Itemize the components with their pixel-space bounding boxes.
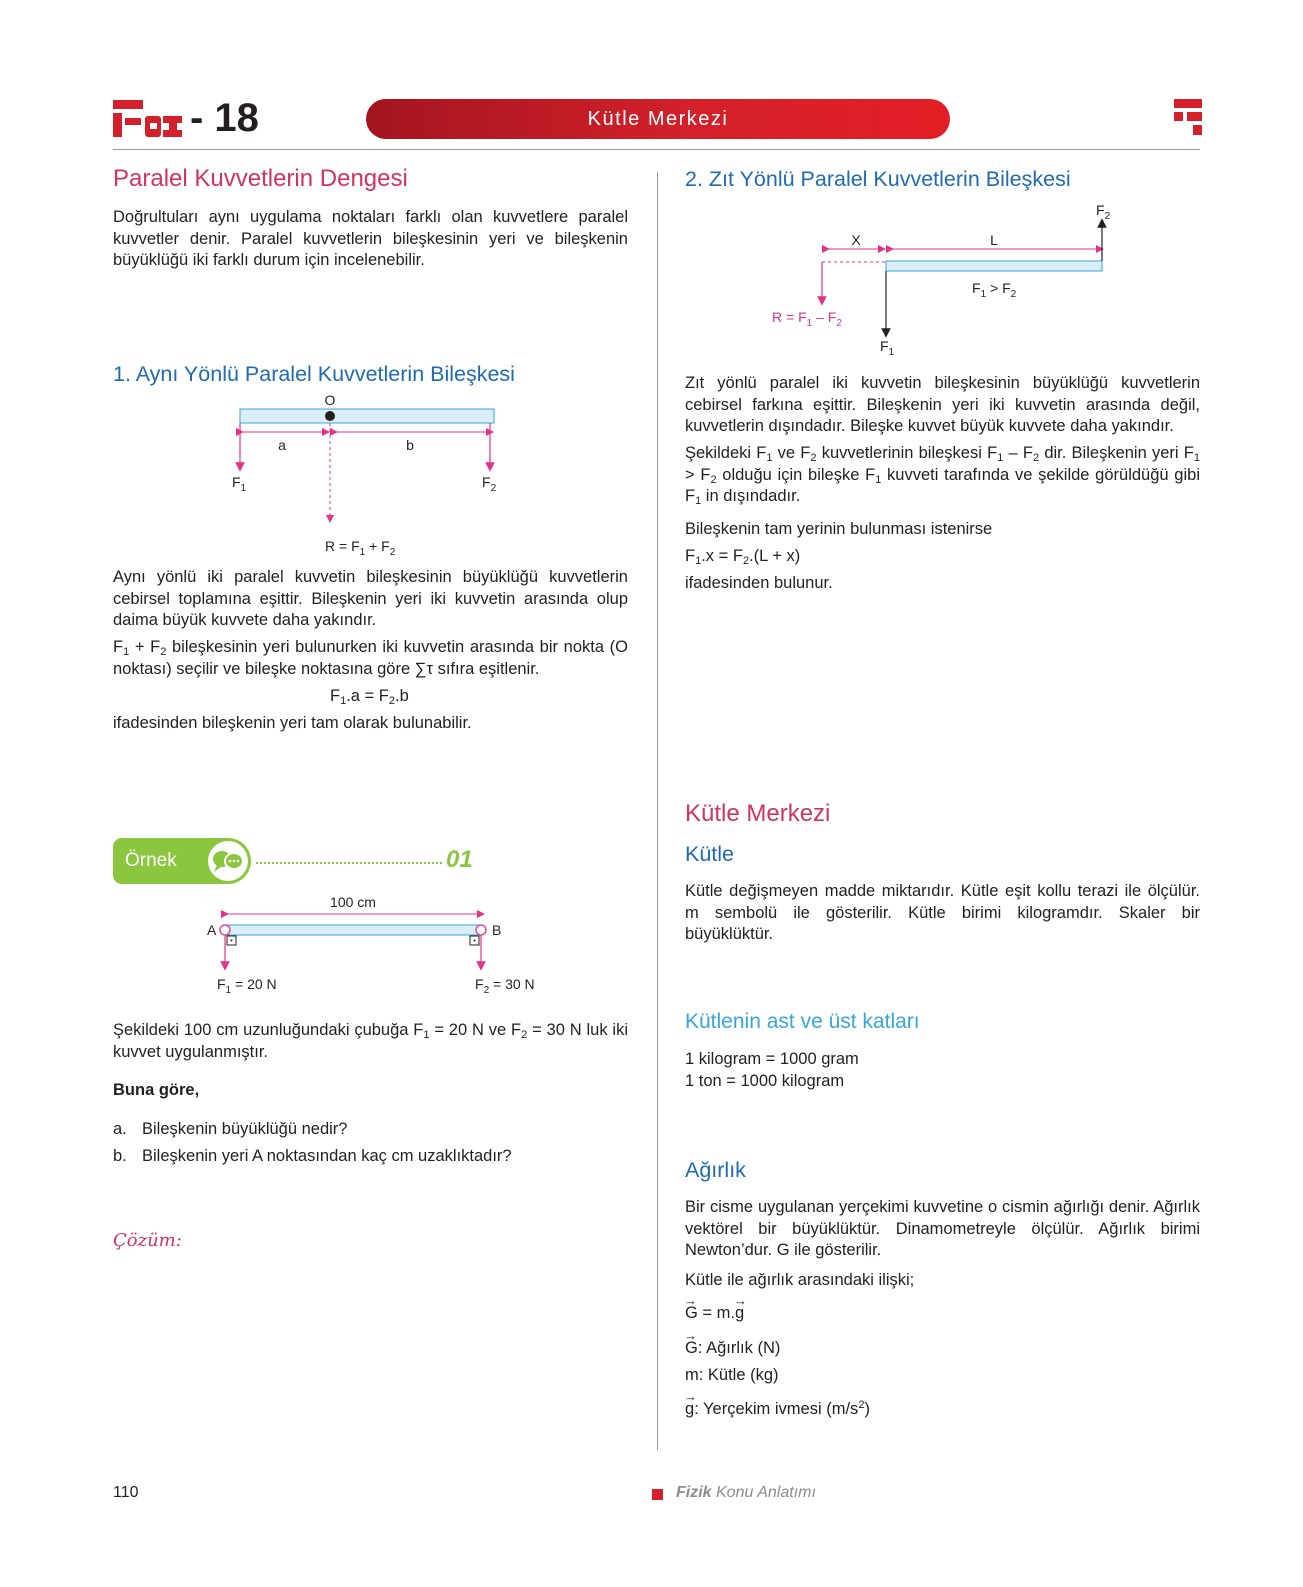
superscript: 2: [858, 1399, 865, 1411]
text-fragment: .a = F: [346, 687, 389, 705]
label-o: O: [324, 395, 336, 408]
agirlik-paragraph: Bir cisme uygulanan yerçekimi kuvvetine o cismin ağırlığı denir. Ağırlık vektörel bir büyüklüktür. Dinamometreyle ölçülür. Ağırlık birimi Newton’dur. G ile gösterilir.: [685, 1198, 1200, 1259]
figure-opposite-direction: [760, 205, 1130, 365]
example-label: Örnek: [125, 850, 177, 871]
text-fragment: .x = F: [701, 547, 743, 565]
text-fragment: : Yerçekim ivmesi (m/s: [694, 1400, 859, 1418]
book-title: [676, 1484, 816, 1502]
item-text: Bileşkenin büyüklüğü nedir?: [142, 1120, 348, 1138]
label-b: b: [406, 437, 414, 453]
label-f1: F: [217, 976, 226, 992]
text-fragment: .(L + x): [749, 547, 801, 565]
text-fragment: F: [330, 687, 341, 705]
subscript: 1: [1193, 452, 1200, 464]
label-point-b: B: [492, 922, 502, 938]
speech-bubble-icon: [208, 841, 248, 881]
book-title-bold: Fizik: [676, 1484, 712, 1501]
text-fragment: kuvvetlerinin bileşkesi F: [816, 444, 998, 462]
weight-equation: [685, 1303, 744, 1325]
section-title-zit-yonlu: 2. Zıt Yönlü Paralel Kuvvetlerin Bileşkesi: [685, 167, 1071, 191]
label-f1-sub: 1: [225, 985, 232, 996]
svg-text:R = F1 – F2: [772, 309, 842, 329]
label-f2: F: [1096, 205, 1105, 218]
text-fragment: F: [685, 547, 696, 565]
figure-example-rod-svg: [195, 890, 555, 1000]
label-f1: F: [232, 474, 241, 490]
text-fragment: > F: [685, 465, 711, 484]
label-a: a: [278, 437, 286, 453]
opposite-equation: [685, 546, 800, 568]
subscript: 2: [810, 452, 817, 464]
text-fragment: = 30 N luk iki kuvvet uygulanmıştır.: [113, 1021, 628, 1061]
subscript: 1: [340, 695, 347, 707]
weight-vector-symbol: → G: [685, 1303, 698, 1325]
subscript: 2: [521, 1029, 528, 1041]
subscript: 2: [710, 473, 717, 486]
text-fragment: .b: [395, 687, 409, 705]
svg-text:F2 = 30 N: [475, 976, 535, 996]
item-marker: b.: [113, 1147, 127, 1165]
label-l: L: [990, 232, 998, 248]
column-divider: [657, 172, 658, 1450]
text-fragment: bileşkesinin yeri bulunurken iki kuvvetin arasında bir nokta (O noktası) seçilir ve bileşke noktasına göre ∑τ sıfıra eşitlenir.: [113, 638, 628, 678]
label-f2-sub: 2: [483, 985, 490, 996]
section-title-ayni-yonlu: 1. Aynı Yönlü Paralel Kuvvetlerin Bileşkesi: [113, 362, 515, 386]
figure-example-rod: [195, 890, 555, 1000]
solution-label: Çözüm:: [113, 1230, 182, 1251]
subscript: 2: [160, 646, 167, 658]
label-f1-bottom-sub: 1: [888, 347, 895, 358]
example-item-a: [113, 1119, 347, 1141]
text-fragment: in dışındadır.: [701, 487, 801, 505]
subscript: 1: [695, 495, 702, 507]
header-rule: [113, 149, 1200, 150]
svg-text:R = F1 + F2: [325, 538, 396, 558]
subscript: 1: [997, 452, 1004, 464]
example-dotted-line: [256, 862, 442, 864]
definition-gravity: [685, 1399, 870, 1421]
label-r-sub2: 2: [389, 547, 396, 558]
example-tag: [113, 838, 251, 884]
label-f2: F: [475, 976, 484, 992]
label-f2-sub: 2: [490, 483, 497, 494]
subtitle-katlar: Kütlenin ast ve üst katları: [685, 1010, 920, 1033]
label-r-eq: R = F: [772, 309, 807, 325]
figure-opposite-direction-svg: [760, 205, 1130, 365]
svg-text:F2: [482, 474, 497, 494]
label-x: X: [851, 232, 861, 248]
svg-text:F1: [880, 338, 895, 358]
moment-equation: [330, 686, 409, 708]
chapter-banner: Kütle Merkezi: [366, 99, 950, 139]
katlar-line-2: 1 ton = 1000 kilogram: [685, 1072, 845, 1090]
item-text: Bileşkenin yeri A noktasından kaç cm uzaklıktadır?: [142, 1147, 512, 1165]
figure-same-direction: [220, 395, 520, 570]
subscript: 1: [695, 555, 702, 567]
book-title-rest: Konu Anlatımı: [711, 1484, 816, 1501]
moment-conclusion: ifadesinden bileşkenin yeri tam olarak bulunabilir.: [113, 714, 472, 732]
same-direction-paragraph: Aynı yönlü iki paralel kuvvetin bileşkesinin büyüklüğü kuvvetlerin cebirsel toplamına eşittir. Bileşkenin yeri iki kuvvetin arasında olup daima büyük kuvvete daha yakındır.: [113, 568, 628, 629]
label-r-sub2: 2: [836, 318, 842, 329]
example-prompt: Buna göre,: [113, 1081, 200, 1099]
label-f2-value: = 30 N: [489, 976, 535, 992]
label-f1-sub: 1: [240, 483, 247, 494]
gravity-vector-symbol: → g: [685, 1399, 694, 1421]
text-fragment: Şekildeki F: [685, 444, 767, 462]
item-marker: a.: [113, 1120, 127, 1138]
logo: [113, 100, 183, 138]
label-r-minus: – F: [812, 309, 837, 325]
subscript: 1: [875, 473, 882, 486]
text-fragment: ): [864, 1400, 870, 1418]
label-r-sub1: 1: [806, 318, 813, 329]
subscript: 2: [742, 555, 750, 567]
exact-location-intro: Bileşkenin tam yerinin bulunması istenirse: [685, 520, 993, 538]
text-fragment: : Ağırlık (N): [697, 1339, 781, 1357]
subscript: 1: [123, 646, 130, 658]
text-fragment: + F: [129, 638, 161, 656]
section-title-kutle-merkezi: Kütle Merkezi: [685, 800, 831, 827]
faz-logo-graphic: [113, 100, 183, 138]
same-direction-method: [113, 637, 628, 680]
text-fragment: = m.: [697, 1304, 735, 1322]
footer-square-icon: [652, 1489, 663, 1500]
label-f1-bottom: F: [880, 338, 889, 354]
example-item-b: [113, 1146, 512, 1168]
text-fragment: Şekildeki 100 cm uzunluğundaki çubuğa F: [113, 1021, 424, 1039]
text-fragment: olduğu için bileşke F: [716, 465, 876, 484]
subscript: 2: [388, 695, 395, 707]
subscript: 2: [1033, 452, 1040, 464]
kutle-paragraph: Kütle değişmeyen madde miktarıdır. Kütle eşit kollu terazi ile ölçülür. m sembolü ile gösterilir. Kütle birimi kilogramdır. Skaler bir büyüklüktür.: [685, 882, 1200, 943]
label-gt: > F: [986, 280, 1011, 296]
example-number: 01: [446, 846, 473, 873]
figure-same-direction-svg: [220, 395, 520, 570]
label-f2: F: [482, 474, 491, 490]
unit-number: - 18: [190, 96, 259, 140]
katlar-line-1: 1 kilogram = 1000 gram: [685, 1050, 859, 1068]
intro-paragraph: Doğrultuları aynı uygulama noktaları farklı olan kuvvetlere paralel kuvvetler denir. Paralel kuvvetlerin bileşkesinin yeri ve bileşkenin büyüklüğü iki farklı durum için incelenebilir.: [113, 208, 628, 269]
label-length: 100 cm: [330, 894, 376, 910]
subtitle-kutle: Kütle: [685, 842, 735, 866]
logo-text: [0, 0, 1, 1]
text-fragment: = 20 N ve F: [429, 1021, 522, 1039]
example-question: [113, 1020, 628, 1063]
opposite-direction-explanation: [685, 443, 1200, 508]
text-fragment: dir. Bileşkenin yeri F: [1039, 444, 1194, 462]
text-fragment: – F: [1003, 444, 1033, 462]
subscript: 1: [423, 1029, 430, 1041]
label-gt-sub: 2: [1010, 289, 1017, 300]
svg-text:F1 = 20 N: [217, 976, 277, 996]
label-point-a: A: [207, 922, 217, 938]
svg-text:F1 > F2: [972, 280, 1017, 300]
label-f1: F: [972, 280, 981, 296]
svg-text:F2: [1096, 205, 1111, 222]
subscript: 1: [766, 452, 773, 464]
svg-text:F1: [232, 474, 247, 494]
label-f1-value: = 20 N: [231, 976, 277, 992]
gravity-vector-symbol: → g: [735, 1303, 744, 1325]
opposite-direction-paragraph: Zıt yönlü paralel iki kuvvetin bileşkesinin büyüklüğü kuvvetlerin cebirsel farkına eşittir. Bileşkenin yeri iki kuvvetin arasında değil, kuvvetlerin dışındadır. Bileşke kuvvet büyük kuvvete daha yakındır.: [685, 374, 1200, 435]
page-number: 110: [113, 1484, 139, 1501]
text-fragment: kuvveti tarafında ve şekilde görüldüğü gibi F: [685, 465, 1200, 505]
definition-weight: [685, 1338, 780, 1360]
subtitle-agirlik: Ağırlık: [685, 1158, 746, 1182]
corner-logo-icon: [1174, 99, 1202, 144]
text-fragment: F: [113, 638, 124, 656]
label-f1-sub: 1: [980, 289, 987, 300]
text-fragment: ve F: [772, 444, 811, 462]
label-r-eq: R = F: [325, 538, 360, 554]
definition-mass: m: Kütle (kg): [685, 1366, 779, 1384]
weight-vector-symbol: → G: [685, 1338, 698, 1360]
label-r-sub1: 1: [359, 547, 366, 558]
section-title-paralel: Paralel Kuvvetlerin Dengesi: [113, 165, 408, 192]
label-f2-sub: 2: [1104, 211, 1111, 222]
opposite-conclusion: ifadesinden bulunur.: [685, 574, 833, 592]
label-r-plus: + F: [365, 538, 390, 554]
relation-intro: Kütle ile ağırlık arasındaki ilişki;: [685, 1271, 915, 1289]
